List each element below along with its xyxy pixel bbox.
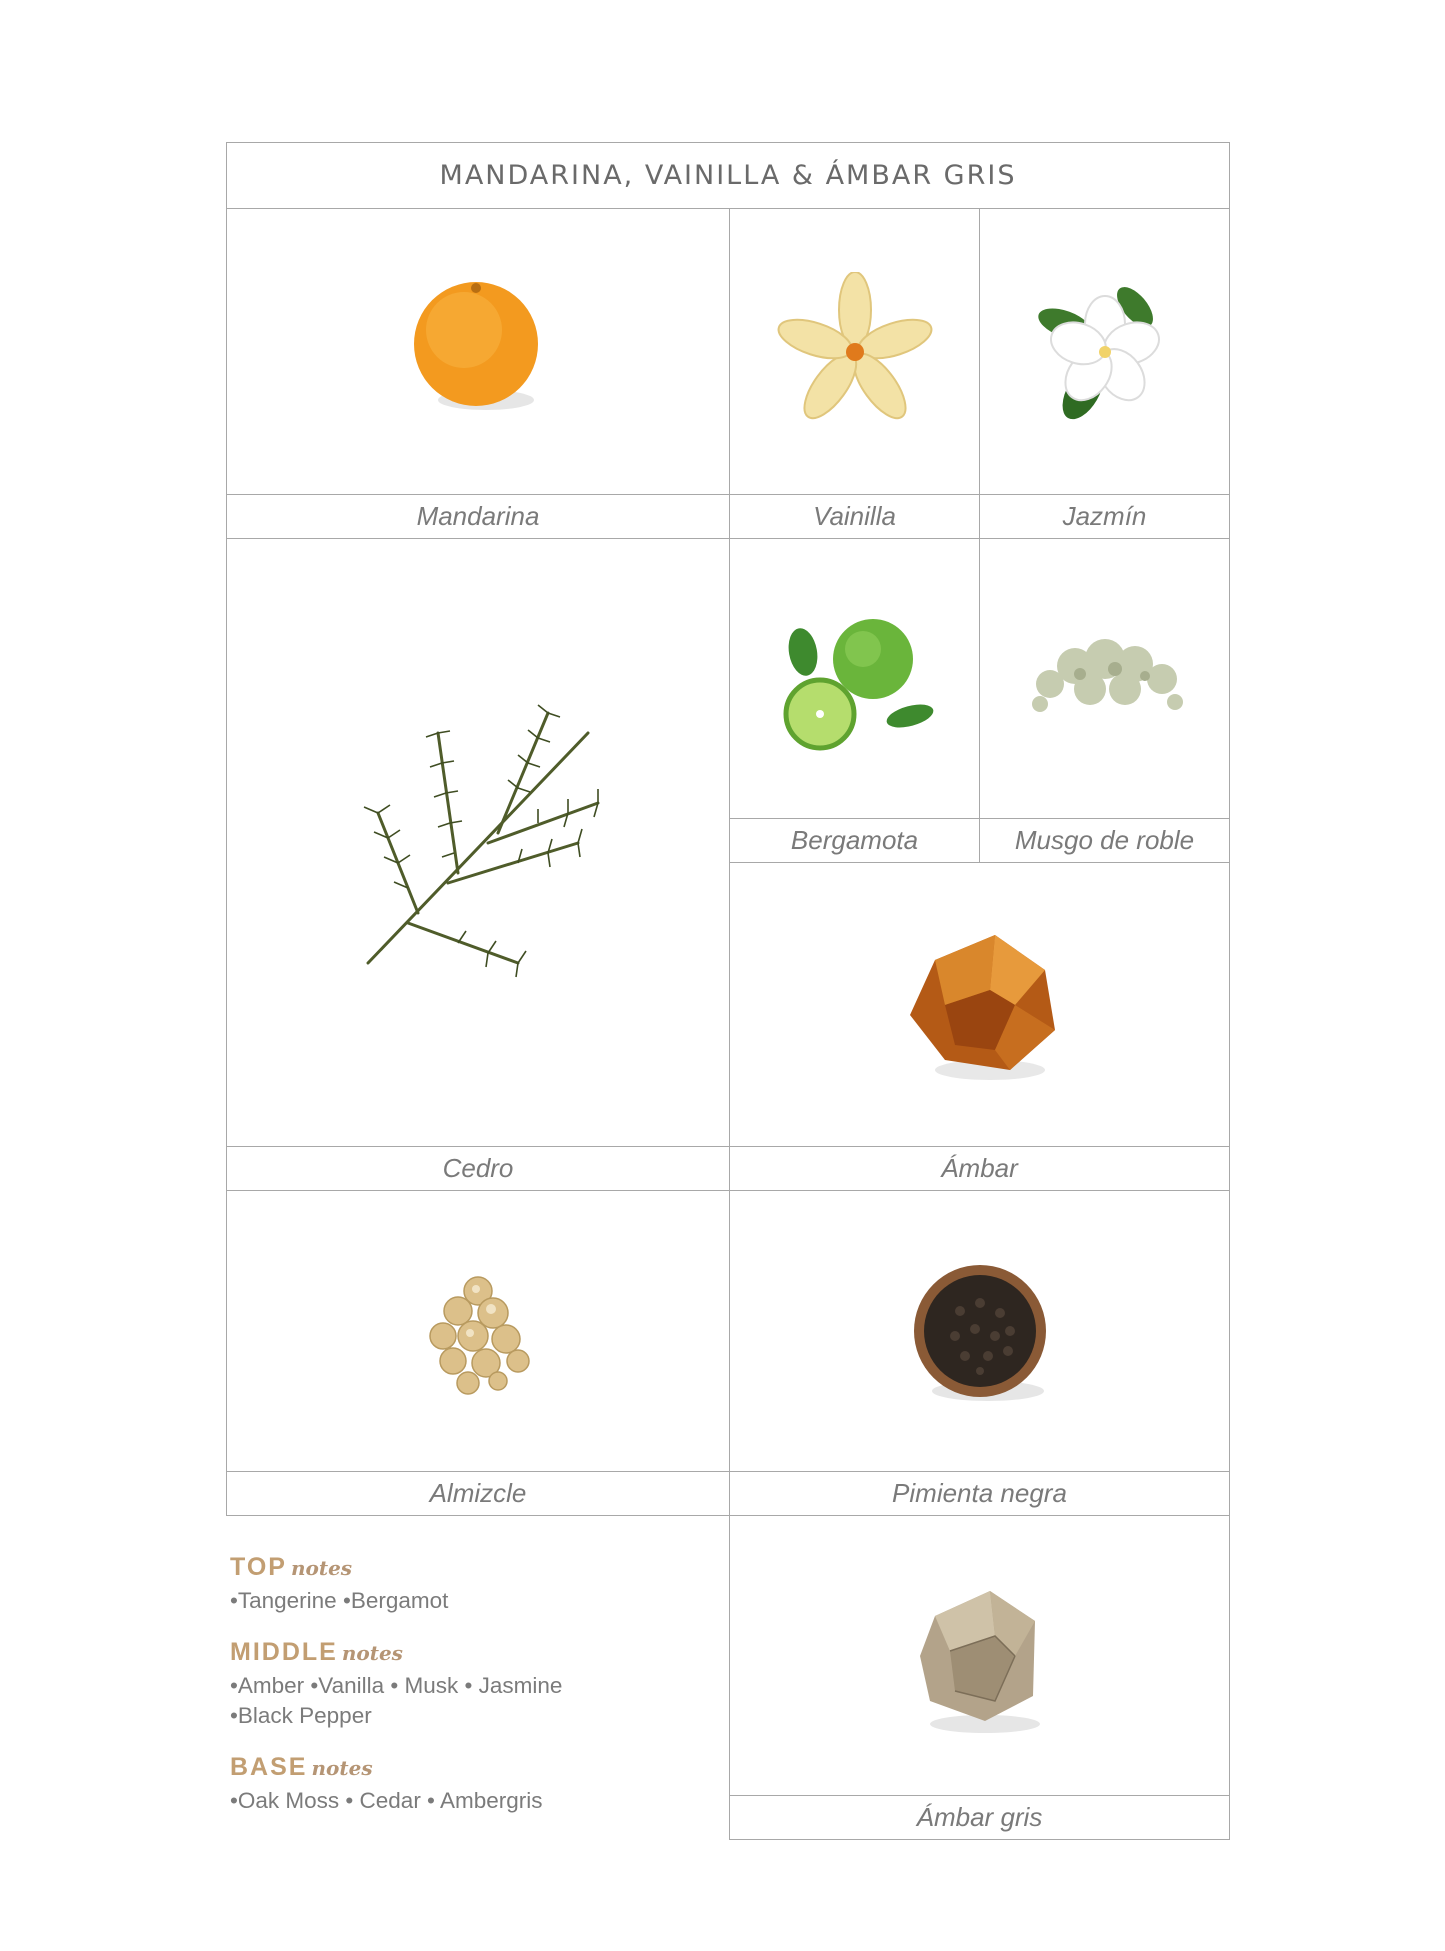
ingredient-image-jazmin bbox=[979, 208, 1230, 495]
ingredient-image-mandarina bbox=[226, 208, 730, 495]
label-ambar-gris: Ámbar gris bbox=[729, 1795, 1230, 1840]
middle-notes-line-1: •Amber •Vanilla • Musk • Jasmine bbox=[230, 1673, 563, 1698]
ambergris-stone-icon bbox=[905, 1576, 1055, 1736]
base-notes-list bbox=[230, 1786, 680, 1816]
label-pimienta-negra: Pimienta negra bbox=[729, 1471, 1230, 1516]
label-ambar: Ámbar bbox=[729, 1146, 1230, 1191]
top-notes-suffix: notes bbox=[290, 1556, 353, 1580]
middle-notes-line-2: •Black Pepper bbox=[230, 1703, 372, 1728]
base-notes-heading bbox=[230, 1755, 680, 1780]
bergamot-icon bbox=[775, 604, 935, 754]
ingredient-image-ambar-gris bbox=[729, 1515, 1230, 1796]
musk-crumble-icon bbox=[398, 1251, 558, 1411]
label-cedro: Cedro bbox=[226, 1146, 730, 1191]
oak-moss-icon bbox=[1020, 624, 1190, 734]
middle-notes-suffix: notes bbox=[341, 1641, 403, 1665]
fragrance-notes bbox=[230, 1555, 680, 1840]
ingredient-image-cedro bbox=[226, 538, 730, 1147]
amber-crystal-icon bbox=[895, 920, 1065, 1090]
middle-notes-list bbox=[230, 1671, 680, 1731]
page-title: MANDARINA, VAINILLA & ÁMBAR GRIS bbox=[226, 142, 1230, 209]
label-bergamota: Bergamota bbox=[729, 818, 980, 863]
base-notes-keyword: BASE bbox=[230, 1753, 308, 1781]
base-notes-line: •Oak Moss • Cedar • Ambergris bbox=[230, 1788, 543, 1813]
ingredient-image-almizcle bbox=[226, 1190, 730, 1472]
label-musgo-de-roble: Musgo de roble bbox=[979, 818, 1230, 863]
black-pepper-bowl-icon bbox=[900, 1251, 1060, 1411]
top-notes-keyword: TOP bbox=[230, 1553, 287, 1581]
jasmine-flower-icon bbox=[1030, 277, 1180, 427]
label-jazmin: Jazmín bbox=[979, 494, 1230, 539]
top-notes-list bbox=[230, 1586, 680, 1616]
tangerine-icon bbox=[398, 272, 558, 432]
middle-notes-heading bbox=[230, 1640, 680, 1665]
label-almizcle: Almizcle bbox=[226, 1471, 730, 1516]
ingredient-image-ambar bbox=[729, 862, 1230, 1147]
ingredient-image-bergamota bbox=[729, 538, 980, 819]
ingredient-image-pimienta bbox=[729, 1190, 1230, 1472]
label-vainilla: Vainilla bbox=[729, 494, 980, 539]
base-notes-suffix: notes bbox=[311, 1756, 373, 1780]
top-notes-heading bbox=[230, 1555, 680, 1580]
cedar-branch-icon bbox=[348, 693, 608, 993]
label-mandarina: Mandarina bbox=[226, 494, 730, 539]
ingredient-image-vainilla bbox=[729, 208, 980, 495]
top-notes-line: •Tangerine •Bergamot bbox=[230, 1588, 449, 1613]
vanilla-flower-icon bbox=[775, 272, 935, 432]
middle-notes-keyword: MIDDLE bbox=[230, 1638, 338, 1666]
ingredient-image-musgo bbox=[979, 538, 1230, 819]
